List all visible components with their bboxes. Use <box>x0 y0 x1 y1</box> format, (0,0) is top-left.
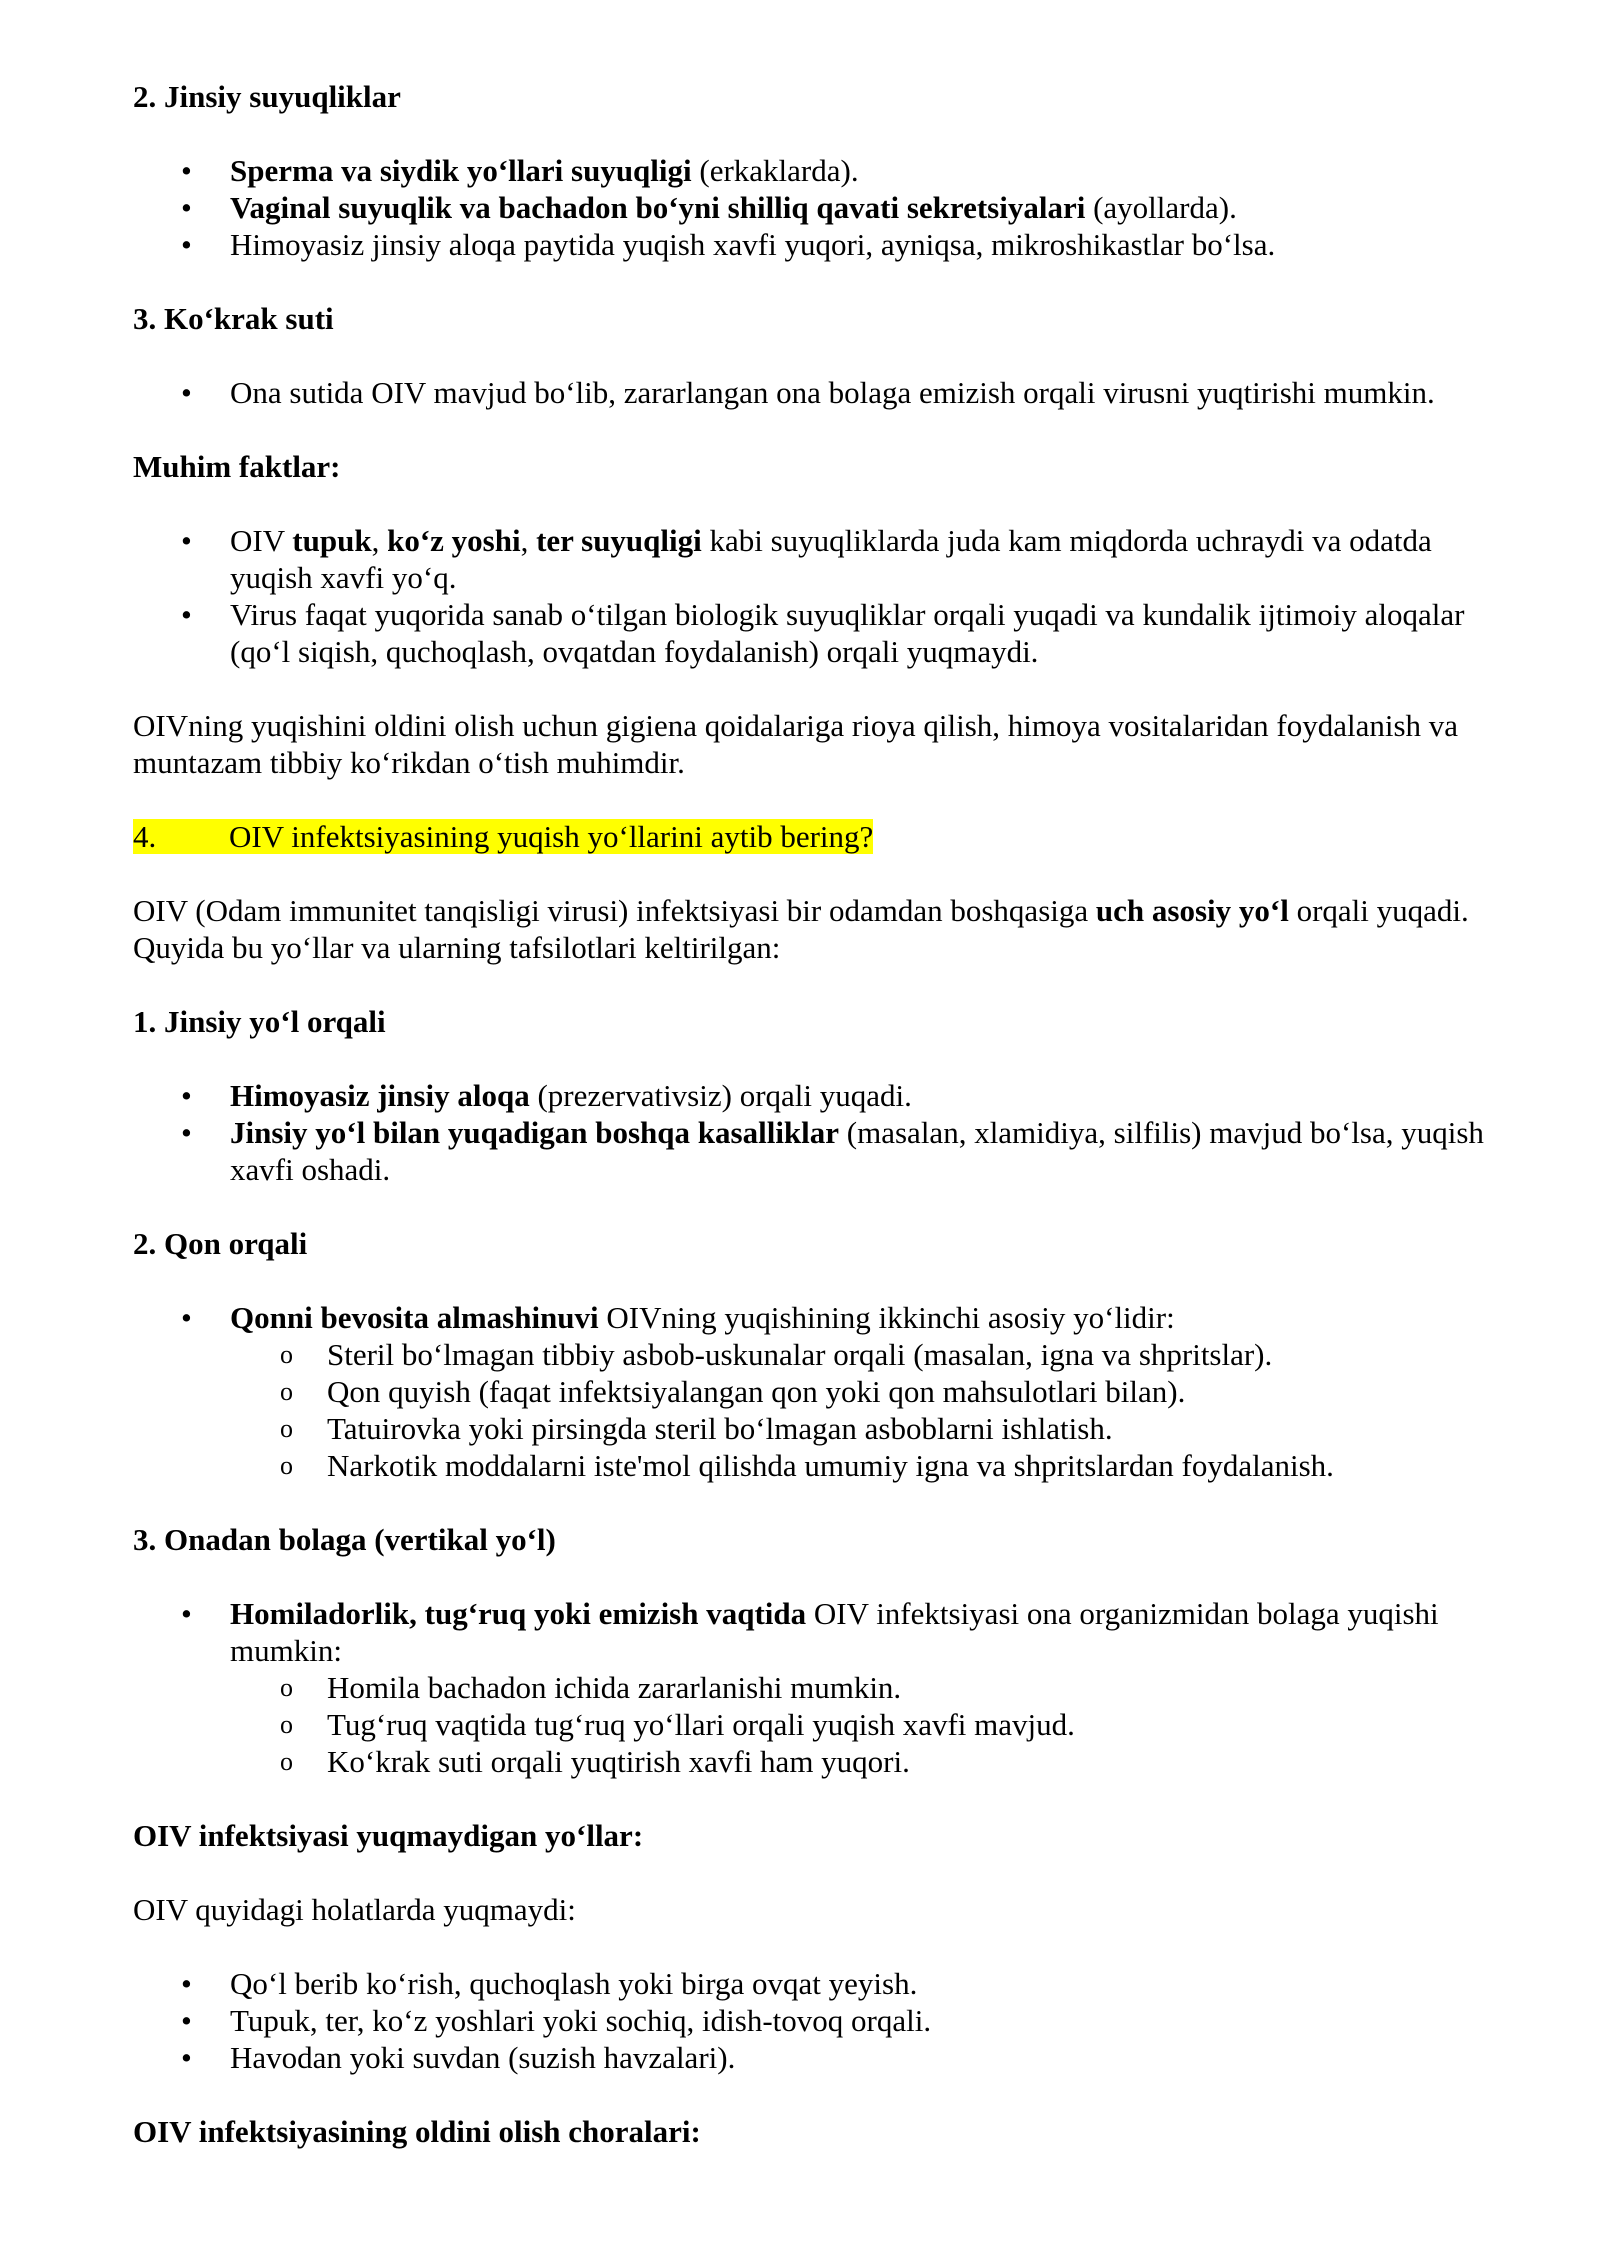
list-item: • Himoyasiz jinsiy aloqa paytida yuqish xavfi yuqori, ayniqsa, mikroshikastlar bo‘lsa. <box>133 226 1513 263</box>
section-heading-facts: Muhim faktlar: <box>133 449 341 484</box>
fluids-list <box>133 152 1513 263</box>
paragraph-hygiene: OIVning yuqishini oldini olish uchun gigiena qoidalariga rioya qilish, himoya vositalaridan foydalanish va muntazam tibbiy ko‘rikdan o‘tish muhimdir. <box>133 708 1459 780</box>
paragraph-intro: OIV (Odam immunitet tanqisligi virusi) infektsiyasi bir odamdan boshqasiga uch asosiy yo‘l orqali yuqadi. Quyida bu yo‘llar va ularning tafsilotlari keltirilgan: <box>133 893 1469 965</box>
sub-list-item: o Narkotik moddalarni iste'mol qilishda umumiy igna va shpritslardan foydalanish. <box>230 1447 1513 1484</box>
section-heading-prevention: OIV infektsiyasining oldini olish choralari: <box>133 2114 701 2149</box>
section-heading-breast-milk: 3. Ko‘krak suti <box>133 301 334 336</box>
section-heading-not-transmitted: OIV infektsiyasi yuqmaydigan yo‘llar: <box>133 1818 644 1853</box>
list-item: • Tupuk, ter, ko‘z yoshlari yoki sochiq, idish-tovoq orqali. <box>133 2002 1513 2039</box>
list-item: • Homiladorlik, tug‘ruq yoki emizish vaqtida OIV infektsiyasi ona organizmidan bolaga yuqishi mumkin: o Homila bachadon ichida zararlanishi mumkin. o Tug‘ruq vaqtida tug‘ruq yo‘llari orqali yuqish xavfi mavjud. o Ko‘krak suti orqali yuqtirish xavfi ham yuqori. <box>133 1595 1513 1780</box>
list-item: • Jinsiy yo‘l bilan yuqadigan boshqa kasalliklar (masalan, xlamidiya, silfilis) mavjud bo‘lsa, yuqish xavfi oshadi. <box>133 1114 1513 1188</box>
sub-list-item: o Tug‘ruq vaqtida tug‘ruq yo‘llari orqali yuqish xavfi mavjud. <box>230 1706 1513 1743</box>
section-heading-fluids: 2. Jinsiy suyuqliklar <box>133 79 401 114</box>
sub-list-item: o Tatuirovka yoki pirsingda steril bo‘lmagan asboblarni ishlatish. <box>230 1410 1513 1447</box>
not-transmitted-list <box>133 1965 1513 2076</box>
blood-sublist <box>230 1336 1513 1484</box>
question-text: OIV infektsiyasining yuqish yo‘llarini aytib bering? <box>229 819 874 854</box>
section-heading-vertical: 3. Onadan bolaga (vertikal yo‘l) <box>133 1522 556 1557</box>
sub-list-item: o Homila bachadon ichida zararlanishi mumkin. <box>230 1669 1513 1706</box>
list-item: • Havodan yoki suvdan (suzish havzalari). <box>133 2039 1513 2076</box>
list-item: • Vaginal suyuqlik va bachadon bo‘yni shilliq qavati sekretsiyalari (ayollarda). <box>133 189 1513 226</box>
breast-milk-list <box>133 374 1513 411</box>
list-item: • OIV tupuk, ko‘z yoshi, ter suyuqligi kabi suyuqliklarda juda kam miqdorda uchraydi va odatda yuqish xavfi yo‘q. <box>133 522 1513 596</box>
vertical-sublist <box>230 1669 1513 1780</box>
sub-list-item: o Steril bo‘lmagan tibbiy asbob-uskunalar orqali (masalan, igna va shpritslar). <box>230 1336 1513 1373</box>
list-item: • Qonni bevosita almashinuvi OIVning yuqishining ikkinchi asosiy yo‘lidir: o Steril bo‘lmagan tibbiy asbob-uskunalar orqali (masalan, igna va shpritslar). o Qon quyish (faqat infektsiyalangan qon yoki qon mahsulotlari bilan). o Tatuirovka yoki pirsingda steril bo‘lmagan asboblarni ishlatish. o Narkotik moddalarni iste'mol qilishda umumiy igna va shpritslardan foydalanish. <box>133 1299 1513 1484</box>
question-line <box>133 818 1513 855</box>
list-item: • Qo‘l berib ko‘rish, quchoqlash yoki birga ovqat yeyish. <box>133 1965 1513 2002</box>
question-number: 4. <box>133 819 157 854</box>
vertical-list <box>133 1595 1513 1780</box>
list-item: • Himoyasiz jinsiy aloqa (prezervativsiz) orqali yuqadi. <box>133 1077 1513 1114</box>
list-item: • Virus faqat yuqorida sanab o‘tilgan biologik suyuqliklar orqali yuqadi va kundalik ijtimoiy aloqalar (qo‘l siqish, quchoqlash, ovqatdan foydalanish) orqali yuqmaydi. <box>133 596 1513 670</box>
facts-list <box>133 522 1513 670</box>
section-heading-sexual: 1. Jinsiy yo‘l orqali <box>133 1004 386 1039</box>
blood-list <box>133 1299 1513 1484</box>
sexual-list <box>133 1077 1513 1188</box>
list-item: • Sperma va siydik yo‘llari suyuqligi (erkaklarda). <box>133 152 1513 189</box>
document-page <box>133 78 1513 2150</box>
paragraph-not-transmitted: OIV quyidagi holatlarda yuqmaydi: <box>133 1892 576 1927</box>
section-heading-blood: 2. Qon orqali <box>133 1226 308 1261</box>
sub-list-item: o Qon quyish (faqat infektsiyalangan qon yoki qon mahsulotlari bilan). <box>230 1373 1513 1410</box>
sub-list-item: o Ko‘krak suti orqali yuqtirish xavfi ham yuqori. <box>230 1743 1513 1780</box>
list-item: • Ona sutida OIV mavjud bo‘lib, zararlangan ona bolaga emizish orqali virusni yuqtirishi mumkin. <box>133 374 1513 411</box>
